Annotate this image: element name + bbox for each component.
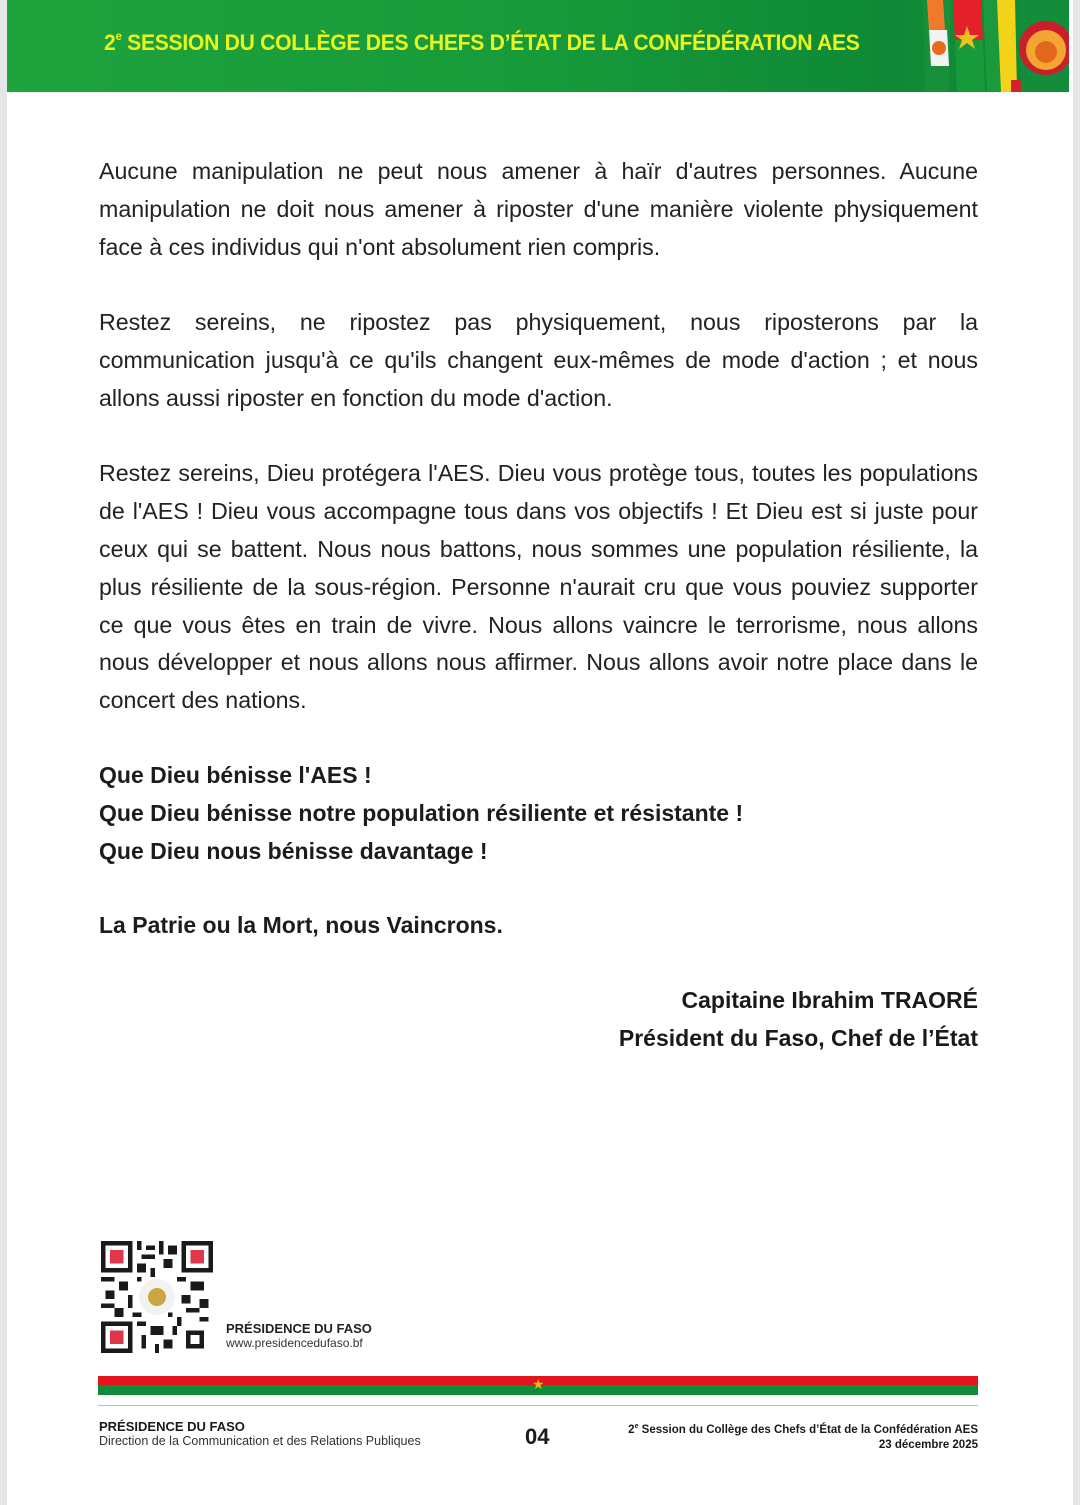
contact-url[interactable]: www.presidencedufaso.bf [226, 1336, 363, 1350]
body-text [99, 153, 978, 758]
qr-code-icon[interactable] [101, 1241, 213, 1353]
footer-divider [98, 1405, 978, 1406]
paragraph: Aucune manipulation ne peut nous amener à haïr d'autres personnes. Aucune manipulation ne doit nous amener à riposter d'une manière violente physiquement face à ces individus qui n'ont absolument rien compris. [99, 158, 978, 260]
footer-org: PRÉSIDENCE DU FASO [99, 1419, 245, 1434]
signature-name: Capitaine Ibrahim TRAORÉ [681, 987, 978, 1013]
document-page [7, 0, 1073, 1505]
footer-session-text: Session du Collège des Chefs d’État de la Confédération AES [638, 1423, 978, 1436]
footer-left [99, 1419, 421, 1449]
header-title-text: SESSION DU COLLÈGE DES CHEFS D’ÉTAT DE LA CONFÉDÉRATION AES [121, 30, 860, 55]
flag-color-bar [98, 1376, 978, 1395]
header-banner [7, 0, 1073, 92]
star-icon: ★ [532, 1376, 545, 1392]
blessing-line: Que Dieu nous bénisse davantage ! [99, 838, 488, 864]
header-title-superscript: e [115, 29, 122, 43]
footer-date: 23 décembre 2025 [878, 1438, 978, 1451]
header-title-number: 2 [104, 30, 116, 55]
paragraph: Restez sereins, ne ripostez pas physiquement, nous riposterons par la communication jusqu'à ce qu'ils changent eux-mêmes de mode d'action ; et nous allons aussi riposter en fonction du mode d'action. [99, 309, 978, 411]
blessing-line: Que Dieu bénisse l'AES ! [99, 762, 372, 788]
blessings [99, 756, 743, 870]
signature [619, 981, 978, 1057]
footer-session-number: 2 [628, 1423, 635, 1436]
page-number: 04 [525, 1424, 550, 1449]
footer-session [628, 1419, 978, 1438]
contact-block [226, 1321, 372, 1351]
motto: La Patrie ou la Mort, nous Vaincrons. [99, 912, 503, 938]
paragraph: Restez sereins, Dieu protégera l'AES. Dieu vous protège tous, toutes les populations de l'AES ! Dieu vous accompagne tous dans vos objectifs ! Et Dieu est si juste pour ceux qui se battent. Nous nous battons, nous sommes une population résiliente, la plus résiliente de la sous-région. Personne n'aurait cru que vous pouviez supporter ce que vous êtes en train de vivre. Nous allons vaincre le terrorisme, nous allons nous développer et nous allons nous affirmer. Nous allons avoir notre place dans le concert des nations. [99, 460, 978, 714]
footer-session-superscript: e [634, 1423, 639, 1430]
blessing-line: Que Dieu bénisse notre population résiliente et résistante ! [99, 800, 744, 826]
flags-icon [903, 0, 1073, 92]
contact-org: PRÉSIDENCE DU FASO [226, 1321, 372, 1336]
header-title [104, 30, 862, 56]
signature-title: Président du Faso, Chef de l’État [618, 1025, 978, 1051]
footer-right [628, 1419, 978, 1453]
footer-department: Direction de la Communication et des Relations Publiques [99, 1434, 421, 1448]
